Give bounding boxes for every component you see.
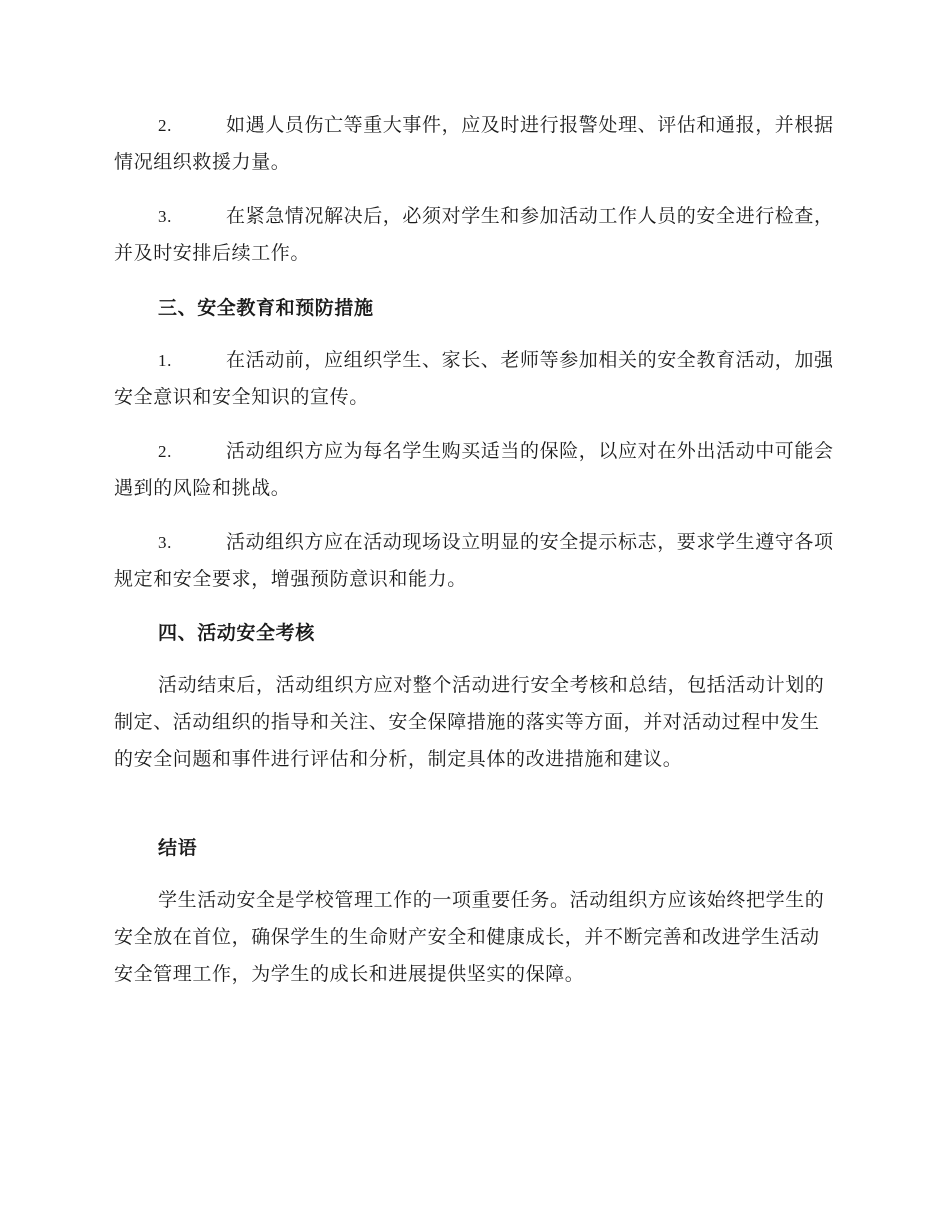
item-text: 在紧急情况解决后，必须对学生和参加活动工作人员的安全进行检查，并及时安排后续工作。 <box>114 205 834 264</box>
list-item <box>114 198 834 272</box>
list-item <box>114 342 834 416</box>
item-number: 2. <box>158 442 172 461</box>
item-number: 1. <box>158 351 172 370</box>
item-text: 在活动前，应组织学生、家长、老师等参加相关的安全教育活动，加强安全意识和安全知识的宣传。 <box>114 349 834 408</box>
list-item <box>114 433 834 507</box>
item-number: 2. <box>158 116 172 135</box>
section-heading: 四、活动安全考核 <box>158 622 315 644</box>
item-number: 3. <box>158 207 172 226</box>
item-text: 如遇人员伤亡等重大事件，应及时进行报警处理、评估和通报，并根据情况组织救援力量。 <box>114 114 834 173</box>
section-heading: 结语 <box>158 837 198 859</box>
item-number: 3. <box>158 533 172 552</box>
body-paragraph: 活动结束后，活动组织方应对整个活动进行安全考核和总结，包括活动计划的制定、活动组织的指导和关注、安全保障措施的落实等方面，并对活动过程中发生的安全问题和事件进行评估和分析，制定具体的改进措施和建议。 <box>114 674 825 770</box>
list-item <box>114 107 834 181</box>
body-paragraph: 学生活动安全是学校管理工作的一项重要任务。活动组织方应该始终把学生的安全放在首位，确保学生的生命财产安全和健康成长，并不断完善和改进学生活动安全管理工作，为学生的成长和进展提供坚实的保障。 <box>114 889 825 985</box>
item-text: 活动组织方应在活动现场设立明显的安全提示标志，要求学生遵守各项规定和安全要求，增强预防意识和能力。 <box>114 531 834 590</box>
section-heading: 三、安全教育和预防措施 <box>158 297 374 319</box>
item-text: 活动组织方应为每名学生购买适当的保险，以应对在外出活动中可能会遇到的风险和挑战。 <box>114 440 834 499</box>
list-item <box>114 524 834 598</box>
